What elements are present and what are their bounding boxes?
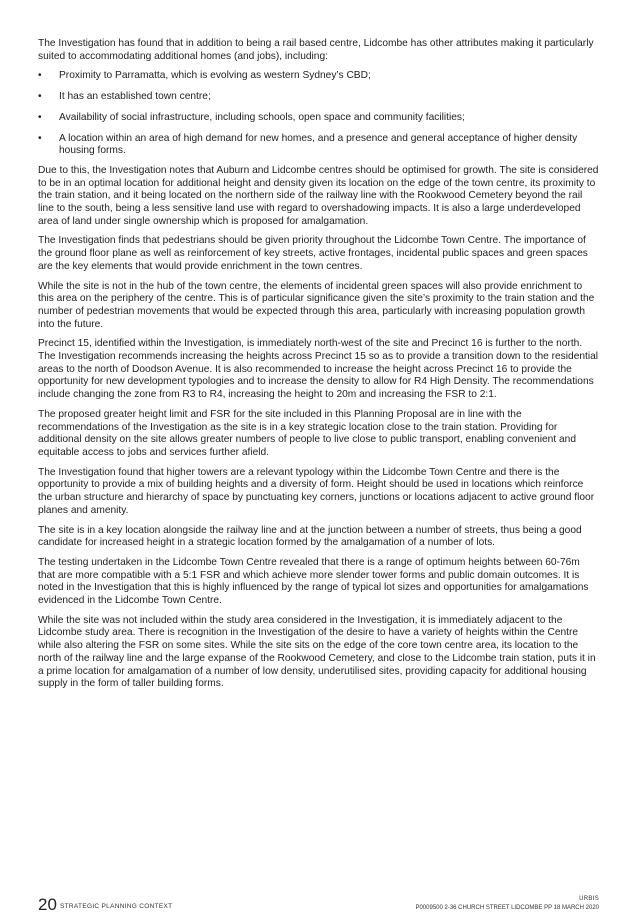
section-title: STRATEGIC PLANNING CONTEXT <box>60 903 173 910</box>
paragraph: The Investigation found that higher towers are a relevant typology within the Lidcombe Town Centre and there is the opportunity to provide a mix of building heights and a diversity of form. Height should be used in locations which reinforce the urban structure and hierarchy of space by punctuating key corners, junctions or locations adjacent to active ground floor planes and amenity. <box>38 466 595 516</box>
brand-label: URBIS <box>579 896 599 902</box>
attributes-list <box>38 70 599 158</box>
bullet-icon: • <box>38 111 42 123</box>
page-number: 20 <box>38 895 57 914</box>
paragraph: While the site is not in the hub of the town centre, the elements of incidental green spaces will also provide enrichment to this area on the periphery of the centre. This is of particular significance given the site’s proximity to the train station and the number of pedestrian movements that would be expected through this area, particularly with increasing population growth into the future. <box>38 280 595 330</box>
paragraph: The testing undertaken in the Lidcombe Town Centre revealed that there is a range of optimum heights between 60-76m that are more compatible with a 5:1 FSR and which achieve more slender tower forms and public domain outcomes. It is noted in the Investigation that this is highly influenced by the range of typical lot sizes and opportunities for amalgamations evidenced in the Lidcombe Town Centre. <box>38 556 589 607</box>
bullet-icon: • <box>38 70 42 82</box>
list-item <box>38 112 599 125</box>
list-item-text: It has an established town centre; <box>59 91 211 103</box>
paragraph: The site is in a key location alongside the railway line and at the junction between a number of streets, thus being a good candidate for increased height in a strategic location formed by the amalgamation of a number of lots. <box>38 524 582 549</box>
list-item-text: Availability of social infrastructure, including schools, open space and community facilities; <box>59 111 465 123</box>
document-reference: P0009500 2-36 CHURCH STREET LIDCOMBE PP 18 MARCH 2020 <box>415 905 599 911</box>
list-item <box>38 91 599 104</box>
paragraph: While the site was not included within the study area considered in the Investigation, it is immediately adjacent to the Lidcombe study area. There is recognition in the Investigation of the desire to have a variety of heights within the Centre while also altering the FSR on some sites. While the site sits on the edge of the core town centre area, its location to the north of the railway line and the large expanse of the Rookwood Cemetery, and close to the Lidcombe train station, puts it in a prime location for amalgamation of a number of low density, underutilised sites, providing capacity for additional housing supply in the form of taller building forms. <box>38 614 596 690</box>
page-footer <box>38 894 599 916</box>
bullet-icon: • <box>38 91 42 103</box>
list-item <box>38 70 599 83</box>
paragraph: Due to this, the Investigation notes that Auburn and Lidcombe centres should be optimised for growth. The site is considered to be in an optimal location for additional height and density given its location on the edge of the town centre, its proximity to the train station, and it being located on the northern side of the railway line with the Rookwood Cemetery beyond the rail line to the south, being a less sensitive land use with regard to overshadowing impacts. It is also a large underdeveloped area of land under single ownership which is proposed for amalgamation. <box>38 164 599 227</box>
document-body <box>38 38 599 698</box>
list-item <box>38 133 599 158</box>
intro-paragraph: The Investigation has found that in addition to being a rail based centre, Lidcombe has other attributes making it particularly suited to accommodating additional homes (and jobs), including: <box>38 38 594 62</box>
paragraph: Precinct 15, identified within the Investigation, is immediately north-west of the site and Precinct 16 is further to the north. The Investigation recommends increasing the heights across Precinct 15 so as to provide a transition down to the residential areas to the north of Doodson Avenue. It is also recommended to increase the height across Precinct 16 to provide the opportunity for new development typologies and to increase the density to allow for R4 High Density. The recommendations include changing the zone from R3 to R4, increasing the height to 20m and increasing the FSR to 2:1. <box>38 338 599 401</box>
list-item-text: Proximity to Parramatta, which is evolving as western Sydney’s CBD; <box>59 70 371 82</box>
list-item-text: A location within an area of high demand for new homes, and a presence and general acceptance of higher density housing forms. <box>59 132 578 157</box>
paragraph: The proposed greater height limit and FSR for the site included in this Planning Proposal are in line with the recommendations of the Investigation as the site is in a key strategic location close to the train station. Providing for additional density on the site allows greater numbers of people to live close to public transport, enabling convenient and equitable access to jobs and services further afield. <box>38 408 577 458</box>
bullet-icon: • <box>38 132 42 144</box>
paragraph: The Investigation finds that pedestrians should be given priority throughout the Lidcombe Town Centre. The importance of the ground floor plane as well as reinforcement of key streets, active frontages, incidental public spaces and green spaces are the key elements that would provide enrichment in the town centres. <box>38 235 588 272</box>
